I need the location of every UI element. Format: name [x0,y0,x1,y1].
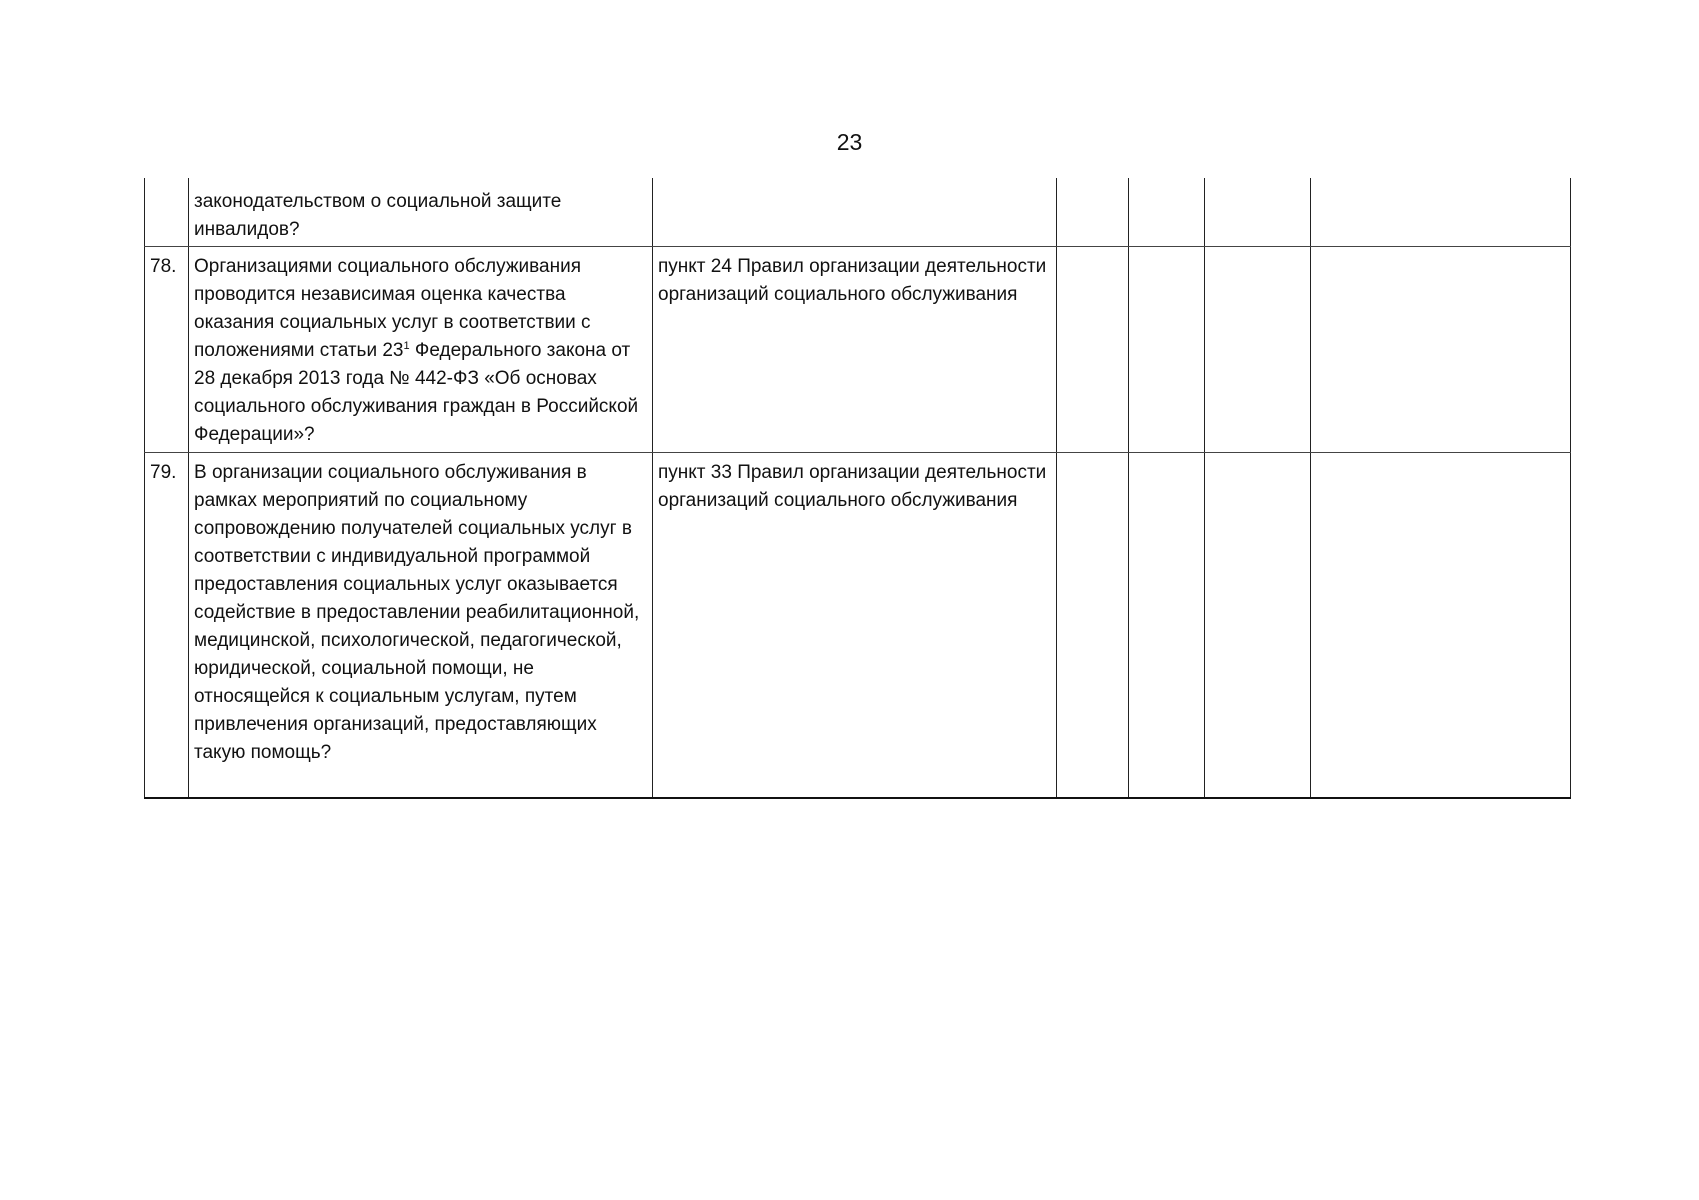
reference-cell [653,178,1057,247]
answer-no-cell [1129,247,1205,453]
notes-cell [1311,178,1571,247]
table-row-78 [145,247,1571,453]
answer-yes-cell [1057,453,1129,798]
question-cell [189,247,653,453]
table-row-79 [145,453,1571,798]
page-number: 23 [836,129,863,155]
row-number-cell: 79. [145,453,189,798]
notes-cell [1311,247,1571,453]
row-number-cell [145,178,189,247]
question-text-part: Организациями социального обслуживания проводится независимая оценка качества оказания социальных услуг в соответствии с положениями статьи 23 [194,256,591,361]
answer-no-cell [1129,453,1205,798]
answer-na-cell [1205,247,1311,453]
answer-no-cell [1129,178,1205,247]
question-text-part: Федерального закона от 28 декабря 2013 года № 442-ФЗ «Об основах социального обслуживания граждан в Российской Федерации»? [194,340,639,445]
answer-yes-cell [1057,247,1129,453]
reference-cell: пункт 24 Правил организации деятельности организаций социального обслуживания [653,247,1057,453]
row-number-cell: 78. [145,247,189,453]
question-cell: В организации социального обслуживания в рамках мероприятий по социальному сопровождению получателей социальных услуг в соответствии с индивидуальной программой предоставления социальных услуг оказывается содействие в предоставлении реабилитационной, медицинской, психологической, педагогической, юридической, социальной помощи, не относящейся к социальным услугам, путем привлечения организаций, предоставляющих такую помощь? [189,453,653,798]
answer-yes-cell [1057,178,1129,247]
checklist-table [144,178,1571,799]
notes-cell [1311,453,1571,798]
answer-na-cell [1205,178,1311,247]
question-cell: законодательством о социальной защите инвалидов? [189,178,653,247]
reference-cell: пункт 33 Правил организации деятельности организаций социального обслуживания [653,453,1057,798]
table-row-continuation [145,178,1571,247]
article-superscript: 1 [403,340,410,352]
answer-na-cell [1205,453,1311,798]
